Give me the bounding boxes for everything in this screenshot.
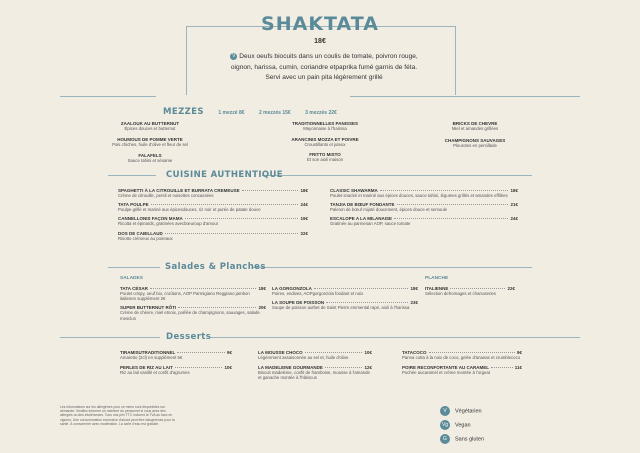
mezzes-line-right (350, 96, 580, 97)
legend (440, 406, 540, 444)
vegetarian-icon: V (440, 406, 450, 416)
shaktata-price: 18€ (314, 38, 326, 45)
mezzes-price-2: 2 mezzés 15€ (258, 110, 291, 116)
menu-item: LA GORGONZOLA 18€ Poires, endives, AOPgorgonzola fondant et noix (272, 286, 418, 296)
cuisine-left-column (118, 188, 308, 241)
mezze-item: TRADITIONNELLES PANISSES Mayonnaise à l'harissa (292, 121, 358, 131)
menu-item: CANNELLONIS FAÇON MAMA 19€ Ricotta et épinards, gratinées avecbœuroup d'amour (118, 216, 308, 227)
menu-item: POIRE RECONFORTANTE AU CARAMEL 11€ Pochée aucaramel et crème montée à l'orgeat (402, 365, 522, 376)
salades-title: Salades & Planches (165, 262, 266, 272)
menu-item: TATA POULPE 24€ Poulpe grillé et mariné aux épicesdouces, riz noir et purée de patate douce (118, 202, 308, 213)
desserts-left-column (120, 350, 232, 375)
mezze-item: BRICKS DE CHEVRE Miel et amandes grillées (451, 121, 499, 131)
desserts-right-column (402, 350, 522, 375)
salades-middle-column (272, 286, 418, 310)
menu-item: ITALIENNE 22€ Sélection defromages et charcuteries (425, 286, 515, 296)
mezzes-header (163, 101, 337, 119)
menu-item: LA MADELEINE GOURMANDE 12€ Biscuit madeleine, confit de framboise, mousse à l'amande et ganache montée à l'hibiscus (258, 365, 372, 381)
mezzes-price-3: 3 mezzés 22€ (305, 110, 337, 116)
mezzes-title: MEZZES (163, 107, 204, 117)
mezze-item: FRITTO MISTO Et son aioli maison (306, 152, 344, 162)
cuisine-title: CUISINE AUTHENTIQUE (166, 170, 284, 180)
mezzes-line-left (60, 96, 156, 97)
vegetarian-icon: V (232, 52, 236, 59)
mezzes-price-1: 1 mezzé 8€ (218, 110, 245, 116)
gluten-free-icon: G (440, 434, 450, 444)
salades-line-right (252, 267, 532, 268)
mezze-item: ZAALOUK AU BUTTERNUT Épices douces et butternut (120, 121, 180, 131)
menu-item: ESCALOPE A LA MILANAISE 24€ Gratinée au parmesan AOP, sauce tomate (330, 216, 518, 227)
mezze-item: FALAFELS Sauce tahini et sésame (127, 153, 173, 163)
salades-line-left (108, 267, 160, 268)
menu-item: TATA CÉSAR 18€ Poulet crispy, oeuf bio, croûtons, AOP Parmigiano Reggiano jambon italienen supplément 2€ (120, 286, 266, 302)
salades-subtitle: SALADES (120, 276, 143, 281)
cuisine-line-left (108, 175, 156, 176)
menu-item: DOS DE CABILLAUD 22€ Risotto crémeux au poireaux (118, 230, 308, 241)
menu-item: CLASSIC SHAWARMA 18€ Poulet snacké et mariné aux épices douces, sauce tahini, légumes grillés et amandes effilées (330, 188, 518, 198)
menu-item: TATACOCO 9€ Panna cotta à la noix de coco, gelée d'ananas et crumblecoco (402, 350, 522, 360)
planche-subtitle: PLANCHE (425, 276, 449, 281)
legend-row: Vg Vegan (441, 422, 471, 429)
menu-item: SUPER BUTTERNUT RÔTI 20€ Crème de chèvre, miel etnoix, poêlée de champignons, sauvages, salade mesclun (120, 305, 266, 321)
mezze-item: CHAMPIGNONS SAUVAGES Pleurotes en persillade (444, 138, 506, 148)
cuisine-line-right (262, 175, 532, 176)
desserts-middle-column (258, 350, 372, 381)
legend-row: G Sans gluten (440, 434, 540, 444)
legend-row: V Végétarien (440, 406, 540, 416)
planche-column (425, 286, 515, 296)
menu-item: LA MOUSSE CHOCO 10€ Légèrement assaisonnée au sel et, huile d'olive (258, 350, 372, 360)
desserts-line-left (60, 337, 160, 338)
menu-item: LA SOUPE DE POISSON 23€ Soupe de poisson authet de Saint Pierre emmental rapé, aioli à l'harissa (272, 300, 418, 311)
menu-item: TANJIA DE BŒUF FONDANTE 21€ Paleron de bœuf mijoté doucement, épices douce et semoule (330, 202, 518, 213)
desserts-line-right (210, 337, 580, 338)
menu-item: TIRAMISUTRADITIONNEL 9€ Amaretto (2cl) en supplément 5€ (120, 350, 232, 360)
shaktata-title: SHAKTATA (261, 13, 379, 35)
mezze-item: ARANCINIS MOZZA ET POIVRE Croustillants et juteux (291, 137, 359, 147)
vegan-icon: Vg (441, 422, 449, 428)
desserts-title: Desserts (166, 332, 212, 342)
allergen-footnote: Les informations sur les allergènes pour ce menu sont disponibles sur demande. Veuillez informer un membre du personnel si vous avez des allergies ou des intolérances. Tous nos prix TTC incluent la TVA au taux en vigueur. Une consommation excessive d'alcool peut être dangereuse pour la santé. À consommer avec modération. La carte d'eau est gratuite. (60, 405, 175, 426)
menu-item: PERLES DE RIZ AU LAIT 10€ Riz au lait vanillé et confit d'agrumes (120, 365, 232, 376)
cuisine-right-column (330, 188, 518, 227)
menu-item: SPAGHETTI À LA CITROUILLE ET BURRATA CREMEUSE 18€ Crème de citrouille, persil et noisettes concassées (118, 188, 308, 198)
salades-left-column (120, 286, 266, 321)
shaktata-description: V Deux oeufs biocuits dans un coulis de tomate, poivron rouge, oignon, harissa, cumin, coriandre etpaprika fumé garnis de féta. Servi avec un pain pita légèrement grillé (230, 52, 418, 82)
mezze-item: HOUMOUS DE POMME VERTE Pois chiches, huile d'olive et fleur de sel (112, 137, 188, 147)
